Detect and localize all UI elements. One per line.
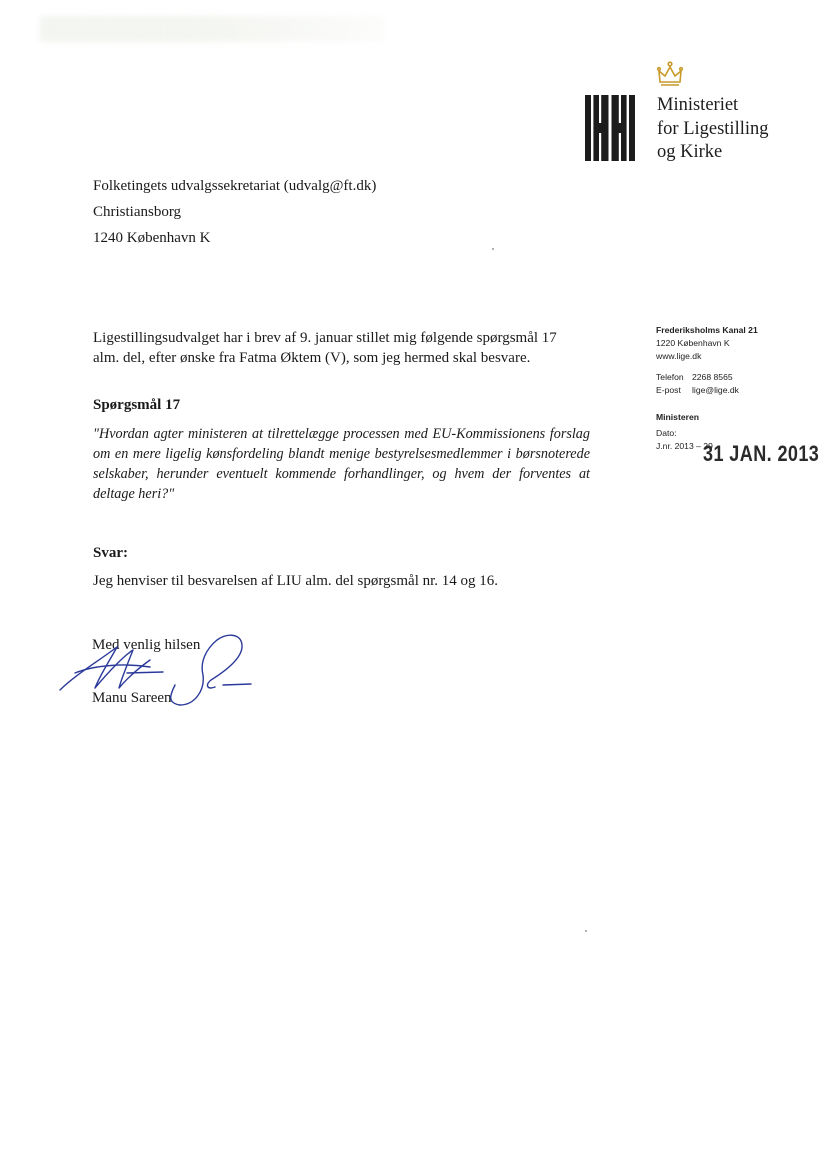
intro-paragraph: Ligestillingsudvalget har i brev af 9. januar stillet mig følgende spørgsmål 17 alm. del, efter ønske fra Fatma Øktem (V), som jeg hermed skal besvare. <box>93 330 557 366</box>
date-stamp: 31 JAN. 2013 <box>703 441 820 466</box>
email-label: E-post <box>656 385 681 395</box>
sidebar-website: www.lige.dk <box>656 351 702 361</box>
phone-value: 2268 8565 <box>692 372 733 382</box>
scan-speck <box>492 248 494 250</box>
journal-number: J.nr. 2013 – 29 <box>656 441 713 451</box>
question-text: "Hvordan agter ministeren at tilrettelægge processen med EU-Kommissionens forslag om en mere ligelig kønsfordeling blandt menige bestyrelsesmedlemmer i børsnoterede selskaber, herunder eventuelt kommende forhandlinger, og hvem der forventes at deltage heri?" <box>93 426 590 502</box>
sidebar-address-line: 1220 København K <box>656 338 730 348</box>
recipient-line: 1240 København K <box>93 230 211 246</box>
ministry-name-line: og Kirke <box>657 142 723 162</box>
email-value: lige@lige.dk <box>692 385 739 395</box>
ministry-name <box>657 94 769 165</box>
answer-heading: Svar: <box>93 545 128 561</box>
date-label: Dato: <box>656 428 677 438</box>
phone-label: Telefon <box>656 372 684 382</box>
scan-smudge <box>40 16 385 42</box>
scan-speck <box>585 930 587 932</box>
contact-sidebar <box>656 324 758 453</box>
closing-greeting: Med venlig hilsen <box>92 637 201 653</box>
sidebar-email <box>656 384 758 397</box>
handwritten-signature <box>55 625 265 715</box>
sender-label: Ministeren <box>656 412 699 422</box>
recipient-line: Christiansborg <box>93 204 182 220</box>
recipient-line: Folketingets udvalgssekretariat (udvalg@ft.dk) <box>93 178 377 194</box>
crown-icon <box>656 60 684 88</box>
question-heading: Spørgsmål 17 <box>93 397 181 413</box>
sidebar-phone <box>656 371 758 384</box>
signatory-name: Manu Sareen <box>92 690 172 706</box>
recipient-address <box>93 173 376 251</box>
ministry-name-line: for Ligestilling <box>657 118 769 139</box>
ministry-logo-icon <box>585 95 635 161</box>
answer-text: Jeg henviser til besvarelsen af LIU alm. del spørgsmål nr. 14 og 16. <box>93 573 499 589</box>
ministry-name-line: Ministeriet <box>657 95 739 115</box>
sidebar-address-line: Frederiksholms Kanal 21 <box>656 325 758 335</box>
